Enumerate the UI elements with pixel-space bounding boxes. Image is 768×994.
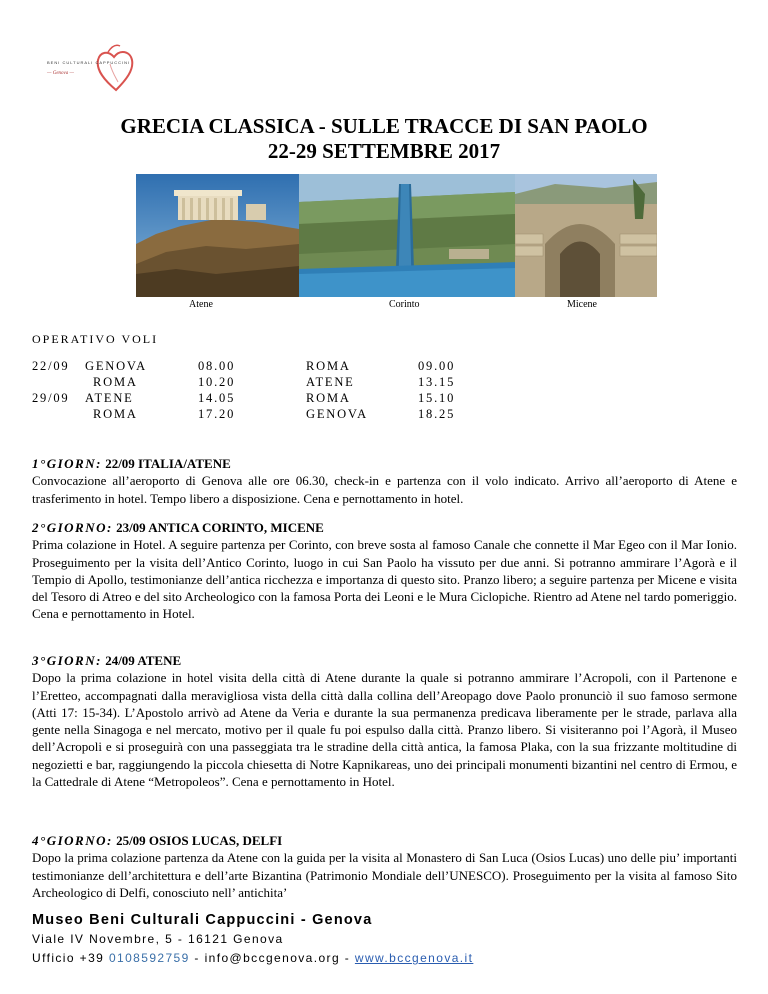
day-1-heading: [32, 455, 737, 472]
day-1: [32, 455, 737, 507]
day-3: [32, 652, 737, 790]
day-2-heading: [32, 519, 737, 536]
footer-org: Museo Beni Culturali Cappuccini - Genova: [32, 912, 373, 928]
photo-micene: [515, 174, 657, 297]
flight-from: ROMA: [93, 407, 138, 421]
flight-from: GENOVA: [85, 359, 147, 373]
flight-departure: 08.00: [198, 359, 236, 373]
day-label: 2°GIORNO:: [32, 520, 113, 535]
day-text: Dopo la prima colazione partenza da Atene con la guida per la visita al Monastero di San Luca (Osios Lucas) uno delle piu’ importanti testimonianze dell’architettura e dell’arte Bizantina (Patrimonio Mondiale dell’UNESCO). Proseguimento per la visita al famoso Sito Archeologico di Delfi, conosciuto nell’ antichita’: [32, 850, 737, 900]
flights-heading: OPERATIVO VOLI: [32, 332, 159, 346]
day-text: Prima colazione in Hotel. A seguire partenza per Corinto, con breve sosta al famoso Canale che connette il Mar Egeo con il Mar Ionio. Proseguimento per la visita dell’Antico Corinto, luogo in cui San Paolo ha vissuto per due anni. Si potranno ammirare l’Agorà e il Tempio di Apollo, testimonianze dell’antica ricchezza e importanza di questo sito. Pranzo libero; a seguire partenza per Micene e visita del Tesoro di Atreo e del sito Archeologico con la famosa Porta dei Leoni e le Mura Ciclopiche. Rientro ad Atene nel tardo pomeriggio. Cena e pernottamento in Hotel.: [32, 537, 737, 622]
day-header: 25/09 OSIOS LUCAS, DELFI: [116, 833, 283, 848]
day-2: [32, 519, 737, 623]
flight-departure: 17.20: [198, 407, 236, 421]
flight-arrival: 18.25: [418, 407, 456, 421]
photo-atene: [136, 174, 299, 297]
flight-arrival: 13.15: [418, 375, 456, 389]
footer-phone: 0108592759: [108, 951, 190, 965]
footer-contacts: [32, 949, 473, 968]
flight-date: 22/09: [32, 359, 70, 373]
footer-email: - info@bccgenova.org -: [189, 951, 355, 965]
flight-from: ATENE: [85, 391, 134, 405]
day-4: [32, 832, 737, 901]
flight-to: ROMA: [306, 359, 351, 373]
page-title: GRECIA CLASSICA - SULLE TRACCE DI SAN PAOLO: [120, 114, 648, 138]
day-header: 22/09 ITALIA/ATENE: [105, 456, 231, 471]
flight-departure: 10.20: [198, 375, 236, 389]
footer: [32, 910, 473, 968]
flight-to: ROMA: [306, 391, 351, 405]
flight-from: ROMA: [93, 375, 138, 389]
day-text: Convocazione all’aeroporto di Genova alle ore 06.30, check-in e partenza con il volo indicato. Arrivo all’aeroporto di Atene e trasferimento in hotel. Tempo libero a disposizione. Cena e pernottamento in hotel.: [32, 473, 737, 506]
day-label: 4°GIORNO:: [32, 833, 113, 848]
day-label: 3°GIORN:: [32, 653, 102, 668]
day-4-heading: [32, 832, 737, 849]
day-text: Dopo la prima colazione in hotel visita della città di Atene durante la quale si potranno ammirare l’Acropoli, con il Partenone e l’Eretteo, accompagnati dalla meravigliosa vista della città dalla collina dell’Areopago dove Paolo pronunciò il suo famoso sermone (Atti 17: 15-34). L’Apostolo arrivò ad Atene da Veria e durante la sua permanenza predicava liberamente per le strade, parlava alla gente nella Sinagoga e nel mercato, motivo per il quale fu poi espulso dalla città. Pranzo libero. Si visiteranno poi l’Agorà, il Museo dell’Acropoli e si proseguirà con una passeggiata tra le stradine della città antica, la famosa Plaka, con la sua frizzante moltitudine di negozietti e bar, raggiungendo la piccola chiesetta di Notre Kapnikareas, uno dei principali monumenti bizantini nel centro di Ermou, e la Cattedrale di Atene “Metropoleos”. Cena e pernottamento in Hotel.: [32, 670, 737, 790]
photo-caption-corinto: Corinto: [389, 299, 420, 310]
flight-arrival: 15.10: [418, 391, 456, 405]
logo-name: BENI CULTURALI CAPPUCCINI: [47, 60, 131, 65]
photo-corinto: [299, 174, 515, 297]
day-label: 1°GIORN:: [32, 456, 102, 471]
flight-to: ATENE: [306, 375, 355, 389]
heart-logo-icon: [44, 40, 140, 96]
footer-office-label: Ufficio +39: [32, 951, 109, 965]
logo-city: — Genova —: [47, 71, 74, 76]
photo-caption-micene: Micene: [567, 299, 597, 310]
day-header: 24/09 ATENE: [105, 653, 182, 668]
flight-arrival: 09.00: [418, 359, 456, 373]
day-3-heading: [32, 652, 737, 669]
footer-website-link[interactable]: www.bccgenova.it: [354, 951, 474, 965]
photo-caption-atene: Atene: [189, 299, 213, 310]
flight-date: 29/09: [32, 391, 70, 405]
day-header: 23/09 ANTICA CORINTO, MICENE: [116, 520, 324, 535]
footer-address: Viale IV Novembre, 5 - 16121 Genova: [32, 932, 284, 946]
page-subtitle-dates: 22-29 SETTEMBRE 2017: [267, 139, 501, 163]
flight-to: GENOVA: [306, 407, 368, 421]
flight-departure: 14.05: [198, 391, 236, 405]
logo: [44, 40, 140, 96]
